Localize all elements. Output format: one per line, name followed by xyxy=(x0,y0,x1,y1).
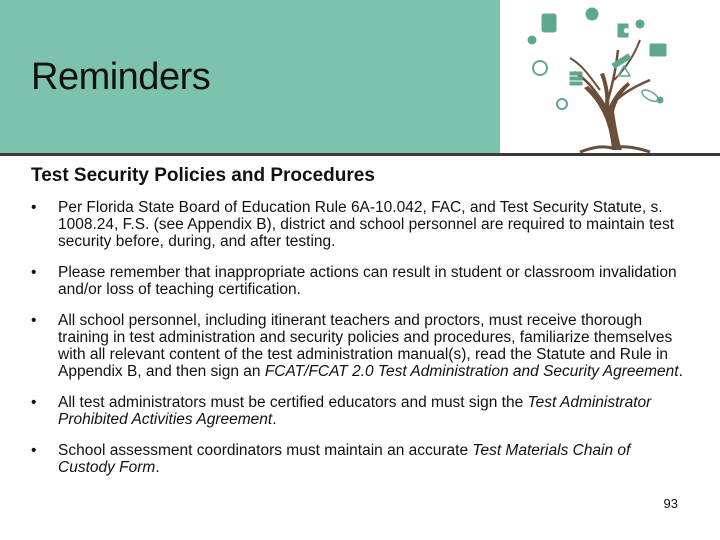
bullet-text: Please remember that inappropriate actions can result in student or classroom invalidation and/or loss of teaching certification. xyxy=(58,264,677,298)
magnifier-icon xyxy=(557,99,567,109)
bullet-list xyxy=(31,199,691,490)
bullet-italic-text: Test Administrator Prohibited Activities Agreement xyxy=(58,394,652,428)
bullet-text: All school personnel, including itinerant teachers and proctors, must receive thorough training in test administration and security policies and procedures, familiarize themselves with all relevant content of the test administration manual(s), read the Statute and Rule in Appendix B, and then sign an xyxy=(58,312,673,380)
education-tree-illustration xyxy=(500,0,720,155)
book-icon xyxy=(650,44,666,56)
bullet-item xyxy=(31,264,691,298)
list-icon xyxy=(570,72,582,75)
title-banner xyxy=(0,0,500,155)
slide-subtitle: Test Security Policies and Procedures xyxy=(31,165,375,186)
tree-branch xyxy=(608,50,618,100)
bullet-text-end: . xyxy=(272,411,277,428)
bullet-item xyxy=(31,394,691,428)
bullet-text: All test administrators must be certified educators and must sign the xyxy=(58,394,528,411)
calculator-icon xyxy=(542,14,556,32)
header-divider xyxy=(0,153,720,156)
slide-title: Reminders xyxy=(31,56,211,98)
page-number: 93 xyxy=(663,496,678,511)
bullet-italic-text: Test Materials Chain of Custody Form xyxy=(58,442,631,476)
bullet-item xyxy=(31,199,691,250)
bullet-marker: • xyxy=(31,199,37,216)
bullet-text: School assessment coordinators must maintain an accurate xyxy=(58,442,473,459)
bullet-marker: • xyxy=(31,394,37,411)
lightbulb-icon xyxy=(586,8,598,20)
bullet-text-end: . xyxy=(678,363,683,380)
puzzle-icon xyxy=(618,24,628,37)
leaf-icon xyxy=(657,97,663,103)
atom-icon xyxy=(642,90,658,101)
list-icon xyxy=(570,77,582,80)
globe-icon xyxy=(533,61,547,75)
leaf-icon xyxy=(528,36,536,44)
bullet-marker: • xyxy=(31,442,37,459)
bullet-item xyxy=(31,312,691,380)
bullet-marker: • xyxy=(31,312,37,329)
bullet-item xyxy=(31,442,691,476)
bullet-italic-text: FCAT/FCAT 2.0 Test Administration and Security Agreement xyxy=(264,363,679,380)
bullet-marker: • xyxy=(31,264,37,281)
ruler-icon xyxy=(612,54,631,68)
bullet-text: Per Florida State Board of Education Rule 6A-10.042, FAC, and Test Security Statute, s. 1008.24, F.S. (see Appendix B), district and school personnel are required to maintain test security before, during, and after testing. xyxy=(58,199,675,250)
bullet-text-end: . xyxy=(155,459,160,476)
leaf-icon xyxy=(636,20,644,28)
list-icon xyxy=(570,82,582,85)
